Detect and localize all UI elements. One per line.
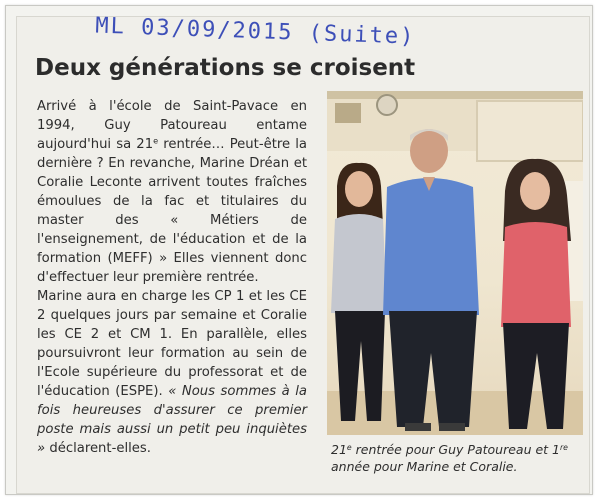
left-woman-top bbox=[331, 214, 387, 313]
caption-text-2: rentrée pour Guy Patoureau et 1 bbox=[351, 442, 560, 457]
ceiling-strip bbox=[327, 91, 583, 99]
right-woman-face bbox=[520, 172, 550, 210]
article-text-tail: déclarent-elles. bbox=[45, 441, 151, 456]
handwritten-date-note: ML 03/09/2015 (Suite) bbox=[94, 13, 416, 50]
article-paragraph-1 bbox=[37, 97, 307, 287]
scanned-page bbox=[5, 5, 593, 495]
article-text-continued: rentrée… Peut-être la dernière ? En revanche, Marine Dréan et Coralie Leconte arrivent toutes fraîches émoulues de la fac et titulaires du master des « Métiers de l'enseignement, de l'éducation et de la formation (MEFF) » Elles viennent donc d'effectuer leur première rentrée. bbox=[37, 137, 307, 285]
man-shirt bbox=[383, 178, 479, 315]
caption-text-1: 21 bbox=[331, 442, 347, 457]
man-shoe-left bbox=[405, 423, 431, 431]
article-text-intro: Arrivé à l'école de Saint-Pavace en 1994, Guy Patoureau entame aujourd'hui sa 21 bbox=[37, 99, 307, 152]
caption-superscript-1: e bbox=[346, 442, 352, 452]
article-text-schedule: Marine aura en charge les CP 1 et les CE 2 quelques jours par semaine et Coralie les CE 2 et CM 1. En parallèle, elles poursuivront leur formation au sein de l'Ecole supérieure du professorat et de l'éducation (ESPE). bbox=[37, 289, 307, 399]
article-photo bbox=[327, 91, 583, 435]
caption-text-3: année pour Marine et Coralie. bbox=[331, 459, 518, 474]
article-body bbox=[37, 97, 307, 495]
window bbox=[477, 101, 583, 161]
newspaper-clipping bbox=[16, 13, 590, 494]
article-paragraph-2 bbox=[37, 287, 307, 458]
article-quote: « Nous sommes à la fois heureuses d'assurer ce premier poste mais aussi un petit peu inquiètes » bbox=[37, 384, 308, 456]
article-headline: Deux générations se croisent bbox=[35, 55, 416, 81]
photo-caption bbox=[331, 441, 593, 481]
wall-poster bbox=[335, 103, 361, 123]
caption-superscript-2: re bbox=[559, 442, 568, 452]
photo-illustration bbox=[327, 91, 583, 435]
ordinal-superscript: e bbox=[153, 135, 159, 146]
left-woman-face bbox=[345, 171, 373, 207]
right-woman-top bbox=[501, 222, 571, 327]
man-shoe-right bbox=[439, 423, 465, 431]
wall-clock-icon bbox=[377, 95, 397, 115]
